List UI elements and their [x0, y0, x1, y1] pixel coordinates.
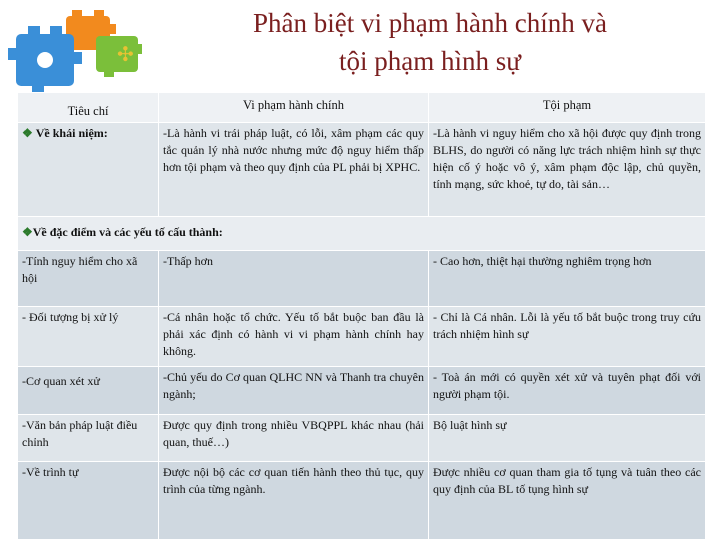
admin-cell: -Chủ yếu do Cơ quan QLHC NN và Thanh tra chuyên ngành;: [159, 367, 429, 415]
green-gear: [96, 36, 142, 77]
table-row: [18, 251, 706, 307]
criterion-cell: - Đối tượng bị xử lý: [18, 307, 159, 367]
criterion-cell: -Về trình tự: [18, 462, 159, 540]
table-row: [18, 462, 706, 540]
concept-admin: -Là hành vi trái pháp luật, có lỗi, xâm phạm các quy tắc quản lý nhà nước nhưng mức độ nguy hiểm thấp hơn tội phạm và theo quy định của PL phải bị XPHC.: [159, 123, 429, 217]
diamond-bullet-icon: ❖: [22, 126, 33, 140]
admin-cell: Được quy định trong nhiều VBQPPL khác nhau (hải quan, thuế…): [159, 415, 429, 462]
section-row: [18, 217, 706, 251]
crime-cell: Bộ luật hình sự: [429, 415, 706, 462]
crime-cell: Được nhiều cơ quan tham gia tố tụng và tuân theo các quy định của BL tố tụng hình sự: [429, 462, 706, 540]
diamond-bullet-icon: ❖: [22, 225, 33, 239]
crime-cell: - Chỉ là Cá nhân. Lỗi là yếu tố bắt buộc trong truy cứu trách nhiệm hình sự: [429, 307, 706, 367]
page-title: [150, 4, 710, 80]
header-criterion: Tiêu chí: [18, 93, 159, 123]
svg-text:✣: ✣: [117, 42, 134, 66]
admin-cell: -Thấp hơn: [159, 251, 429, 307]
crime-cell: - Cao hơn, thiệt hại thường nghiêm trọng hơn: [429, 251, 706, 307]
admin-cell: -Cá nhân hoặc tổ chức. Yếu tố bắt buộc ban đầu là phải xác định có hành vi vi phạm hành chính hay không.: [159, 307, 429, 367]
table-row: [18, 307, 706, 367]
concept-label: Về khái niệm:: [35, 126, 108, 140]
section-cell: [18, 217, 706, 251]
table-row: [18, 367, 706, 415]
criterion-cell: -Cơ quan xét xử: [18, 367, 159, 415]
admin-cell: Được nội bộ các cơ quan tiến hành theo thủ tục, quy trình của từng ngành.: [159, 462, 429, 540]
table-header-row: [18, 93, 706, 123]
concept-crime: -Là hành vi nguy hiểm cho xã hội được quy định trong BLHS, do người có năng lực trách nhiệm hình sự thực hiện cố ý hoặc vô ý, xâm phạm độc lập, chủ quyền, tính mạng, sức khoẻ, tự do, tài sản…: [429, 123, 706, 217]
criterion-cell: -Tính nguy hiểm cho xã hội: [18, 251, 159, 307]
header-admin-violation: Vi phạm hành chính: [159, 93, 429, 123]
header-crime: Tội phạm: [429, 93, 706, 123]
table-row: [18, 415, 706, 462]
section-label: Về đặc điểm và các yếu tố cấu thành:: [32, 225, 223, 239]
title-line-1: Phân biệt vi phạm hành chính và: [253, 8, 607, 38]
title-line-2: tội phạm hình sự: [339, 46, 521, 76]
criterion-cell: -Văn bản pháp luật điều chỉnh: [18, 415, 159, 462]
concept-row: [18, 123, 706, 217]
concept-label-cell: [18, 123, 159, 217]
gears-logo-icon: [4, 6, 154, 98]
crime-cell: - Toà án mới có quyền xét xử và tuyên phạt đối với người phạm tội.: [429, 367, 706, 415]
comparison-table: [17, 92, 706, 540]
blue-gear: [8, 26, 82, 94]
